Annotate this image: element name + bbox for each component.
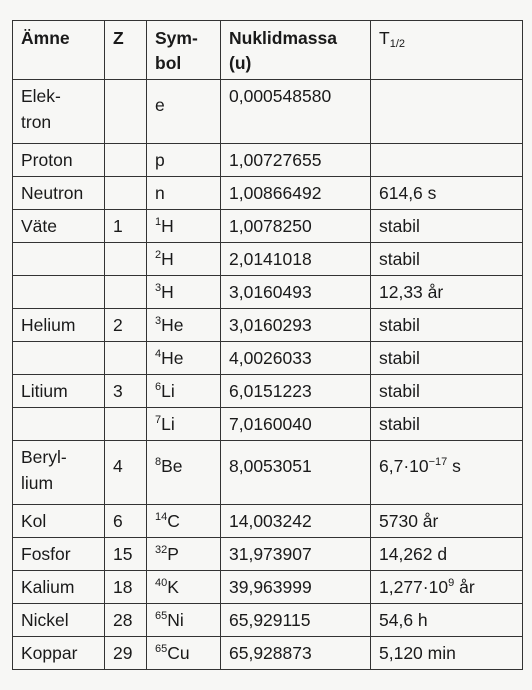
- element-name: Nickel: [21, 610, 69, 630]
- cell-z: [105, 538, 147, 571]
- nuclide-symbol: H: [161, 216, 174, 236]
- half-life: 12,33 år: [379, 282, 444, 302]
- header-mass-line1: Nuklidmassa: [229, 28, 337, 48]
- table-row: [13, 144, 523, 177]
- cell-mass: [221, 375, 371, 408]
- nuclide-mass: 65,929115: [229, 610, 311, 630]
- cell-mass: [221, 505, 371, 538]
- cell-mass: [221, 80, 371, 144]
- half-life: 614,6 s: [379, 183, 437, 203]
- header-mass-line2: (u): [229, 53, 252, 73]
- half-life-unit: s: [447, 456, 461, 476]
- element-name-line1: Elek-: [21, 86, 61, 106]
- cell-element: [13, 604, 105, 637]
- cell-element: [13, 80, 105, 144]
- half-life: 14,262 d: [379, 544, 448, 564]
- nuclide-mass: 4,0026033: [229, 348, 312, 368]
- mass-number: 3: [155, 315, 162, 327]
- nuclide-mass: 65,928873: [229, 643, 312, 663]
- cell-mass: [221, 177, 371, 210]
- element-name: Koppar: [21, 643, 78, 663]
- cell-z: [105, 144, 147, 177]
- nuclide-mass: 1,00866492: [229, 183, 322, 203]
- half-life: 5,120 min: [379, 643, 456, 663]
- half-life-base: 6,7·10: [379, 456, 429, 476]
- cell-halflife: [371, 505, 523, 538]
- table-row: [13, 375, 523, 408]
- cell-halflife: [371, 177, 523, 210]
- cell-element: [13, 505, 105, 538]
- cell-halflife: [371, 80, 523, 144]
- cell-z: [105, 342, 147, 375]
- header-halflife: [371, 21, 523, 80]
- nuclide-symbol: P: [167, 544, 179, 564]
- nuclide-symbol: K: [167, 577, 179, 597]
- nuclide-symbol: e: [155, 95, 165, 115]
- cell-symbol: [147, 637, 221, 670]
- half-life-unit: år: [454, 577, 475, 597]
- cell-z: [105, 243, 147, 276]
- cell-symbol: [147, 309, 221, 342]
- nuclide-mass: 6,0151223: [229, 381, 312, 401]
- element-name: Proton: [21, 150, 73, 170]
- cell-halflife: [371, 571, 523, 604]
- cell-element: [13, 210, 105, 243]
- half-life: stabil: [379, 216, 420, 236]
- cell-halflife: [371, 375, 523, 408]
- cell-element: [13, 571, 105, 604]
- cell-mass: [221, 309, 371, 342]
- header-row: [13, 21, 523, 80]
- nuclide-table: [12, 20, 523, 670]
- nuclide-mass: 3,0160293: [229, 315, 312, 335]
- cell-halflife: [371, 309, 523, 342]
- mass-number: 14: [155, 511, 168, 523]
- cell-symbol: [147, 571, 221, 604]
- table-row: [13, 177, 523, 210]
- header-symbol-line2: bol: [155, 53, 182, 73]
- nuclide-mass: 1,0078250: [229, 216, 312, 236]
- element-name: Fosfor: [21, 544, 71, 564]
- z-value: 2: [113, 315, 123, 335]
- element-name: Helium: [21, 315, 76, 335]
- half-life-base: 1,277·10: [379, 577, 449, 597]
- half-life: 5730 år: [379, 511, 439, 531]
- cell-symbol: [147, 243, 221, 276]
- element-name: Kalium: [21, 577, 75, 597]
- half-life: stabil: [379, 249, 420, 269]
- cell-z: [105, 637, 147, 670]
- z-value: 4: [113, 456, 123, 476]
- mass-number: 4: [155, 348, 162, 360]
- cell-z: [105, 571, 147, 604]
- cell-z: [105, 505, 147, 538]
- half-life-exponent: −17: [428, 456, 448, 468]
- z-value: 28: [113, 610, 133, 630]
- nuclide-mass: 31,973907: [229, 544, 312, 564]
- half-life-exponent: 9: [448, 577, 455, 589]
- cell-mass: [221, 604, 371, 637]
- nuclide-symbol: Ni: [167, 610, 184, 630]
- cell-halflife: [371, 604, 523, 637]
- cell-z: [105, 408, 147, 441]
- cell-element: [13, 144, 105, 177]
- cell-z: [105, 276, 147, 309]
- element-name: Väte: [21, 216, 57, 236]
- cell-z: [105, 441, 147, 505]
- cell-mass: [221, 342, 371, 375]
- mass-number: 2: [155, 249, 162, 261]
- cell-symbol: [147, 144, 221, 177]
- cell-symbol: [147, 441, 221, 505]
- header-element: [13, 21, 105, 80]
- half-life: stabil: [379, 348, 420, 368]
- cell-z: [105, 210, 147, 243]
- nuclide-symbol: He: [161, 348, 184, 368]
- table-row: [13, 571, 523, 604]
- cell-element: [13, 441, 105, 505]
- cell-halflife: [371, 210, 523, 243]
- header-mass: [221, 21, 371, 80]
- element-name-line1: Beryl-: [21, 447, 67, 467]
- z-value: 6: [113, 511, 123, 531]
- element-name-line2: lium: [21, 473, 54, 493]
- cell-mass: [221, 408, 371, 441]
- nuclide-symbol: H: [161, 282, 174, 302]
- cell-symbol: [147, 604, 221, 637]
- mass-number: 1: [155, 216, 162, 228]
- cell-mass: [221, 637, 371, 670]
- z-value: 29: [113, 643, 133, 663]
- nuclide-symbol: Cu: [167, 643, 190, 663]
- z-value: 18: [113, 577, 133, 597]
- element-name: Neutron: [21, 183, 84, 203]
- cell-element: [13, 408, 105, 441]
- table-row: [13, 408, 523, 441]
- cell-symbol: [147, 408, 221, 441]
- z-value: 15: [113, 544, 133, 564]
- header-z-label: Z: [113, 28, 124, 48]
- nuclide-symbol: n: [155, 183, 165, 203]
- nuclide-mass: 14,003242: [229, 511, 312, 531]
- half-life: stabil: [379, 414, 420, 434]
- element-name-line2: tron: [21, 112, 52, 132]
- cell-halflife: [371, 144, 523, 177]
- mass-number: 6: [155, 381, 162, 393]
- table-row: [13, 505, 523, 538]
- cell-element: [13, 342, 105, 375]
- nuclide-mass: 0,000548580: [229, 86, 332, 106]
- header-z: [105, 21, 147, 80]
- nuclide-mass: 3,0160493: [229, 282, 312, 302]
- cell-halflife: [371, 243, 523, 276]
- table-row: [13, 637, 523, 670]
- cell-symbol: [147, 177, 221, 210]
- mass-number: 65: [155, 610, 168, 622]
- nuclide-symbol: H: [161, 249, 174, 269]
- mass-number: 65: [155, 643, 168, 655]
- nuclide-symbol: Li: [161, 381, 175, 401]
- cell-z: [105, 375, 147, 408]
- cell-element: [13, 375, 105, 408]
- cell-symbol: [147, 210, 221, 243]
- cell-halflife: [371, 637, 523, 670]
- cell-mass: [221, 144, 371, 177]
- mass-number: 40: [155, 577, 168, 589]
- cell-element: [13, 177, 105, 210]
- cell-element: [13, 637, 105, 670]
- cell-halflife: [371, 441, 523, 505]
- cell-symbol: [147, 276, 221, 309]
- cell-element: [13, 538, 105, 571]
- nuclide-mass: 8,0053051: [229, 456, 312, 476]
- cell-halflife: [371, 408, 523, 441]
- table-row: [13, 243, 523, 276]
- cell-mass: [221, 243, 371, 276]
- cell-mass: [221, 538, 371, 571]
- cell-z: [105, 177, 147, 210]
- cell-mass: [221, 571, 371, 604]
- mass-number: 7: [155, 414, 162, 426]
- half-life: stabil: [379, 381, 420, 401]
- cell-mass: [221, 210, 371, 243]
- table-row: [13, 604, 523, 637]
- cell-z: [105, 80, 147, 144]
- table-row: [13, 80, 523, 144]
- cell-halflife: [371, 276, 523, 309]
- cell-symbol: [147, 80, 221, 144]
- cell-z: [105, 604, 147, 637]
- half-life: stabil: [379, 315, 420, 335]
- header-element-label: Ämne: [21, 28, 70, 48]
- nuclide-symbol: p: [155, 150, 165, 170]
- nuclide-symbol: He: [161, 315, 184, 335]
- cell-z: [105, 309, 147, 342]
- cell-symbol: [147, 505, 221, 538]
- cell-mass: [221, 441, 371, 505]
- cell-symbol: [147, 342, 221, 375]
- header-symbol-line1: Sym-: [155, 28, 198, 48]
- table-row: [13, 276, 523, 309]
- nuclide-symbol: Be: [161, 456, 183, 476]
- mass-number: 32: [155, 544, 168, 556]
- mass-number: 3: [155, 282, 162, 294]
- nuclide-symbol: Li: [161, 414, 175, 434]
- nuclide-mass: 2,0141018: [229, 249, 312, 269]
- header-symbol: [147, 21, 221, 80]
- element-name: Litium: [21, 381, 68, 401]
- table-row: [13, 342, 523, 375]
- cell-halflife: [371, 342, 523, 375]
- cell-symbol: [147, 375, 221, 408]
- cell-halflife: [371, 538, 523, 571]
- nuclide-mass: 1,00727655: [229, 150, 322, 170]
- cell-element: [13, 276, 105, 309]
- nuclide-symbol: C: [167, 511, 180, 531]
- cell-mass: [221, 276, 371, 309]
- cell-element: [13, 309, 105, 342]
- header-halflife-sub: 1/2: [389, 38, 405, 50]
- table-row: [13, 309, 523, 342]
- cell-symbol: [147, 538, 221, 571]
- table-row: [13, 441, 523, 505]
- nuclide-mass: 39,963999: [229, 577, 312, 597]
- z-value: 3: [113, 381, 123, 401]
- mass-number: 8: [155, 456, 162, 468]
- half-life: 54,6 h: [379, 610, 428, 630]
- table-row: [13, 210, 523, 243]
- nuclide-mass: 7,0160040: [229, 414, 312, 434]
- z-value: 1: [113, 216, 123, 236]
- header-halflife-base: T: [379, 28, 390, 48]
- cell-element: [13, 243, 105, 276]
- element-name: Kol: [21, 511, 47, 531]
- table-row: [13, 538, 523, 571]
